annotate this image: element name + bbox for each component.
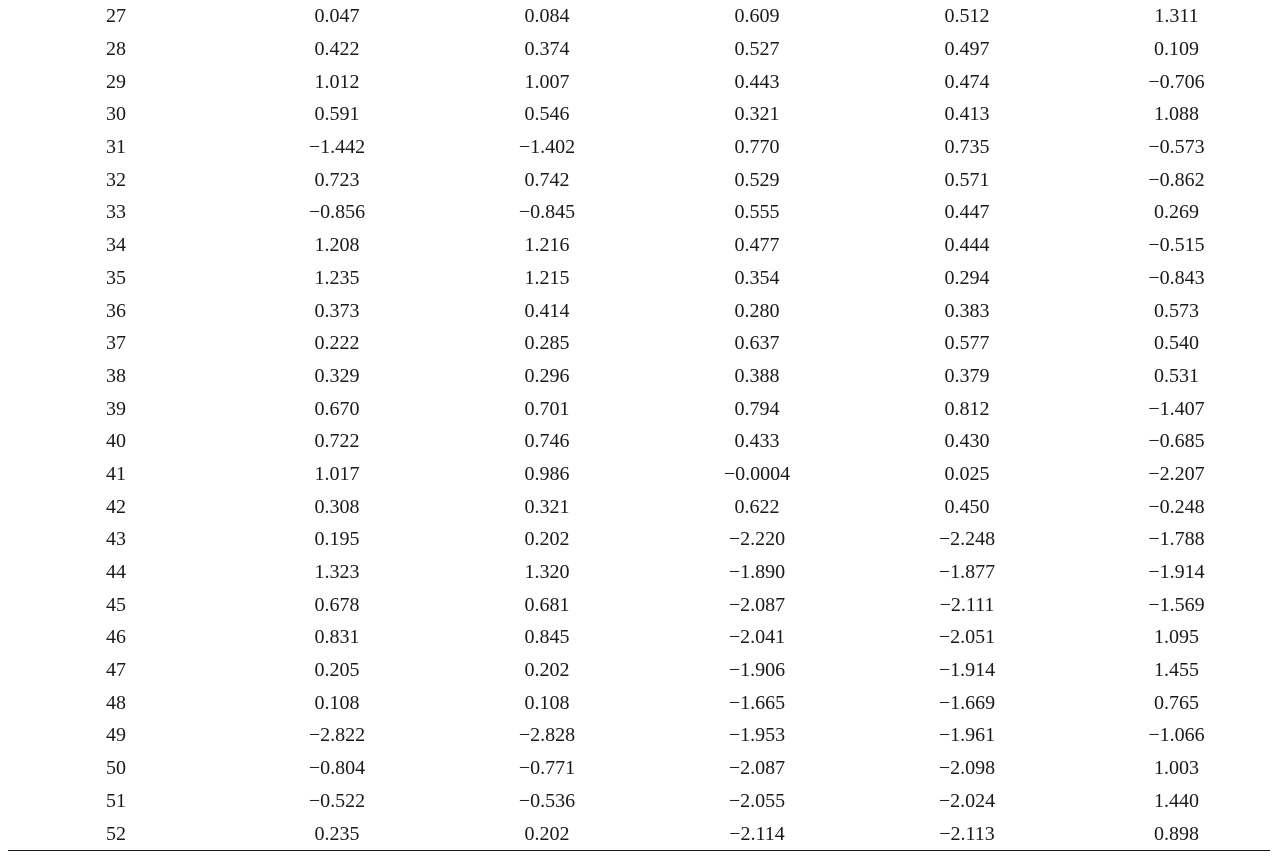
table-cell-row-index: 39 (106, 397, 126, 420)
table-cell-value-col-1: −2.822 (308, 724, 366, 747)
table-cell-value-col-3: −2.220 (728, 528, 786, 551)
table-cell-value-col-4: 0.577 (944, 332, 990, 355)
table-cell-value-col-5: −0.843 (1148, 266, 1205, 289)
table-row (0, 785, 1281, 818)
table-cell-value-col-1: 0.591 (314, 103, 360, 126)
table-cell-value-col-5: −0.706 (1148, 70, 1205, 93)
table-cell-value-col-4: 0.447 (944, 201, 990, 224)
table-cell-row-index: 41 (106, 462, 126, 485)
table-cell-value-col-2: 0.084 (524, 5, 570, 28)
table-cell-value-col-1: 0.205 (314, 659, 360, 682)
table-cell-value-col-2: 0.845 (524, 626, 570, 649)
table-cell-value-col-3: 0.770 (734, 136, 780, 159)
table-cell-row-index: 31 (106, 136, 126, 159)
table-cell-row-index: 42 (106, 495, 126, 518)
table-cell-value-col-4: 0.294 (944, 266, 990, 289)
table-cell-value-col-2: −0.845 (518, 201, 576, 224)
table-cell-value-col-5: −0.685 (1148, 430, 1205, 453)
table-cell-value-col-3: 0.555 (734, 201, 780, 224)
table-cell-value-col-5: −0.515 (1148, 234, 1205, 257)
table-cell-value-col-5: −0.248 (1148, 495, 1205, 518)
table-cell-value-col-2: 0.986 (524, 462, 570, 485)
table-cell-value-col-4: 0.474 (944, 70, 990, 93)
table-cell-value-col-3: 0.433 (734, 430, 780, 453)
table-cell-value-col-1: 0.047 (314, 5, 360, 28)
table-cell-value-col-1: 0.235 (314, 822, 360, 845)
table-cell-value-col-5: −1.407 (1148, 397, 1205, 420)
table-row (0, 425, 1281, 458)
table-cell-value-col-2: 1.320 (524, 561, 570, 584)
table-cell-value-col-4: −1.961 (938, 724, 996, 747)
table-cell-value-col-2: 0.374 (524, 38, 570, 61)
table-cell-value-col-1: 1.012 (314, 70, 360, 93)
table-row (0, 621, 1281, 654)
table-cell-value-col-4: 0.025 (944, 462, 990, 485)
table-cell-value-col-3: 0.527 (734, 38, 780, 61)
table-cell-row-index: 52 (106, 822, 126, 845)
table-cell-row-index: 36 (106, 299, 126, 322)
table-cell-value-col-3: −2.114 (729, 822, 785, 845)
table-cell-value-col-2: 0.202 (524, 528, 570, 551)
table-cell-value-col-4: −2.098 (938, 757, 996, 780)
table-cell-value-col-4: 0.383 (944, 299, 990, 322)
table-cell-value-col-1: 1.323 (314, 561, 360, 584)
table-cell-value-col-5: −2.207 (1148, 462, 1205, 485)
table-cell-value-col-1: 0.422 (314, 38, 360, 61)
table-cell-row-index: 28 (106, 38, 126, 61)
table-cell-value-col-1: 0.329 (314, 364, 360, 387)
table-cell-value-col-1: 0.195 (314, 528, 360, 551)
table-cell-value-col-2: −0.536 (518, 789, 576, 812)
table-cell-value-col-5: 1.440 (1154, 789, 1199, 812)
table-cell-row-index: 27 (106, 5, 126, 28)
table-bottom-rule (8, 850, 1270, 851)
table-cell-value-col-1: 1.017 (314, 462, 360, 485)
table-row (0, 294, 1281, 327)
table-row (0, 588, 1281, 621)
table-cell-value-col-4: −2.024 (938, 789, 996, 812)
table-cell-value-col-4: 0.812 (944, 397, 990, 420)
table-cell-row-index: 34 (106, 234, 126, 257)
table-cell-value-col-2: 0.546 (524, 103, 570, 126)
table-cell-value-col-1: 0.722 (314, 430, 360, 453)
table-cell-value-col-2: 1.215 (524, 266, 570, 289)
table-cell-value-col-3: −1.890 (728, 561, 786, 584)
table-row (0, 523, 1281, 556)
table-cell-value-col-1: 0.373 (314, 299, 360, 322)
table-cell-value-col-3: 0.321 (734, 103, 780, 126)
table-cell-value-col-5: 0.573 (1154, 299, 1199, 322)
table-cell-value-col-5: 0.531 (1154, 364, 1199, 387)
table-cell-value-col-4: −1.877 (938, 561, 996, 584)
table-row (0, 458, 1281, 491)
table-cell-value-col-4: 0.571 (944, 168, 990, 191)
table-cell-value-col-4: 0.512 (944, 5, 990, 28)
table-cell-value-col-5: 1.455 (1154, 659, 1199, 682)
table-cell-value-col-1: 0.670 (314, 397, 360, 420)
table-cell-value-col-5: −1.788 (1148, 528, 1205, 551)
table-cell-value-col-2: 0.202 (524, 822, 570, 845)
table-cell-value-col-5: 0.898 (1154, 822, 1199, 845)
table-row (0, 98, 1281, 131)
table-cell-value-col-5: −1.569 (1148, 593, 1205, 616)
table-cell-value-col-2: 0.296 (524, 364, 570, 387)
table-cell-value-col-4: 0.450 (944, 495, 990, 518)
table-cell-value-col-5: −1.066 (1148, 724, 1205, 747)
table-row (0, 229, 1281, 262)
table-cell-value-col-5: 0.540 (1154, 332, 1199, 355)
table-cell-value-col-3: −2.055 (728, 789, 786, 812)
table-cell-value-col-2: −2.828 (518, 724, 576, 747)
table-cell-value-col-5: 0.269 (1154, 201, 1199, 224)
table-cell-value-col-1: −0.804 (308, 757, 366, 780)
table-cell-row-index: 44 (106, 561, 126, 584)
table-cell-value-col-4: −2.051 (938, 626, 996, 649)
table-cell-value-col-3: 0.388 (734, 364, 780, 387)
table-cell-row-index: 38 (106, 364, 126, 387)
table-cell-value-col-1: 0.831 (314, 626, 360, 649)
table-cell-value-col-2: 0.701 (524, 397, 570, 420)
table-cell-row-index: 35 (106, 266, 126, 289)
table-cell-value-col-2: 0.321 (524, 495, 570, 518)
table-cell-row-index: 46 (106, 626, 126, 649)
table-cell-value-col-5: 1.311 (1154, 5, 1199, 28)
table-cell-value-col-1: 0.723 (314, 168, 360, 191)
table-cell-value-col-3: 0.794 (734, 397, 780, 420)
table-cell-value-col-3: −2.041 (728, 626, 786, 649)
table-cell-value-col-1: 0.222 (314, 332, 360, 355)
table-cell-value-col-4: 0.735 (944, 136, 990, 159)
table-cell-value-col-2: 0.742 (524, 168, 570, 191)
table-cell-value-col-4: −2.113 (939, 822, 995, 845)
table-cell-value-col-3: 0.529 (734, 168, 780, 191)
table-cell-row-index: 43 (106, 528, 126, 551)
table-cell-value-col-4: −1.914 (938, 659, 996, 682)
table-row (0, 654, 1281, 687)
table-cell-row-index: 51 (106, 789, 126, 812)
table-cell-value-col-5: −0.862 (1148, 168, 1205, 191)
table-cell-value-col-2: 1.216 (524, 234, 570, 257)
table-row (0, 262, 1281, 295)
table-cell-value-col-1: 1.235 (314, 266, 360, 289)
table-cell-row-index: 30 (106, 103, 126, 126)
table-cell-value-col-1: 0.678 (314, 593, 360, 616)
table-cell-value-col-5: 1.088 (1154, 103, 1199, 126)
table-row (0, 817, 1281, 850)
table-row (0, 327, 1281, 360)
table-cell-value-col-5: 0.109 (1154, 38, 1199, 61)
table-cell-value-col-2: −1.402 (518, 136, 576, 159)
table-cell-value-col-3: −1.953 (728, 724, 786, 747)
table-row (0, 33, 1281, 66)
table-cell-value-col-2: 0.202 (524, 659, 570, 682)
table-cell-value-col-2: 0.108 (524, 691, 570, 714)
table-cell-value-col-3: 0.637 (734, 332, 780, 355)
table-cell-value-col-1: 0.108 (314, 691, 360, 714)
table-cell-value-col-3: 0.609 (734, 5, 780, 28)
table-cell-row-index: 50 (106, 757, 126, 780)
table-cell-value-col-4: 0.430 (944, 430, 990, 453)
table-row (0, 686, 1281, 719)
table-cell-value-col-5: 1.095 (1154, 626, 1199, 649)
table-row (0, 719, 1281, 752)
table-cell-value-col-5: 1.003 (1154, 757, 1199, 780)
table-cell-row-index: 32 (106, 168, 126, 191)
table-cell-row-index: 48 (106, 691, 126, 714)
table-cell-value-col-3: −1.906 (728, 659, 786, 682)
table-cell-value-col-3: 0.622 (734, 495, 780, 518)
table-cell-value-col-4: −2.248 (938, 528, 996, 551)
table-cell-value-col-1: 1.208 (314, 234, 360, 257)
table-cell-value-col-3: −1.665 (728, 691, 786, 714)
table-cell-value-col-1: −0.856 (308, 201, 366, 224)
table-cell-value-col-4: −1.669 (938, 691, 996, 714)
table-row (0, 196, 1281, 229)
table-row (0, 490, 1281, 523)
table-row (0, 392, 1281, 425)
table-cell-value-col-5: −0.573 (1148, 136, 1205, 159)
table-row (0, 360, 1281, 393)
table-cell-value-col-3: −2.087 (728, 593, 786, 616)
table-cell-value-col-3: 0.443 (734, 70, 780, 93)
table-cell-value-col-3: −0.0004 (723, 462, 791, 485)
table-cell-value-col-4: −2.111 (939, 593, 995, 616)
table-row (0, 163, 1281, 196)
table-cell-value-col-4: 0.379 (944, 364, 990, 387)
table-cell-value-col-2: 1.007 (524, 70, 570, 93)
table-cell-value-col-4: 0.413 (944, 103, 990, 126)
table-cell-value-col-1: 0.308 (314, 495, 360, 518)
table-cell-row-index: 45 (106, 593, 126, 616)
table-row (0, 0, 1281, 33)
table-cell-value-col-2: 0.285 (524, 332, 570, 355)
table-cell-value-col-4: 0.444 (944, 234, 990, 257)
table-row (0, 65, 1281, 98)
table-cell-row-index: 49 (106, 724, 126, 747)
table-row (0, 556, 1281, 589)
table-cell-value-col-3: 0.477 (734, 234, 780, 257)
table-cell-value-col-2: 0.414 (524, 299, 570, 322)
table-cell-row-index: 29 (106, 70, 126, 93)
table-cell-value-col-3: 0.280 (734, 299, 780, 322)
table-cell-row-index: 37 (106, 332, 126, 355)
table-cell-value-col-3: −2.087 (728, 757, 786, 780)
table-cell-row-index: 33 (106, 201, 126, 224)
table-cell-value-col-5: 0.765 (1154, 691, 1199, 714)
table-cell-row-index: 47 (106, 659, 126, 682)
table-cell-value-col-1: −1.442 (308, 136, 366, 159)
table-cell-value-col-2: 0.681 (524, 593, 570, 616)
table-cell-row-index: 40 (106, 430, 126, 453)
table-cell-value-col-2: −0.771 (518, 757, 576, 780)
table-cell-value-col-2: 0.746 (524, 430, 570, 453)
table-row (0, 752, 1281, 785)
table-cell-value-col-1: −0.522 (308, 789, 366, 812)
table-cell-value-col-4: 0.497 (944, 38, 990, 61)
table-cell-value-col-3: 0.354 (734, 266, 780, 289)
table-row (0, 131, 1281, 164)
table-cell-value-col-5: −1.914 (1148, 561, 1205, 584)
